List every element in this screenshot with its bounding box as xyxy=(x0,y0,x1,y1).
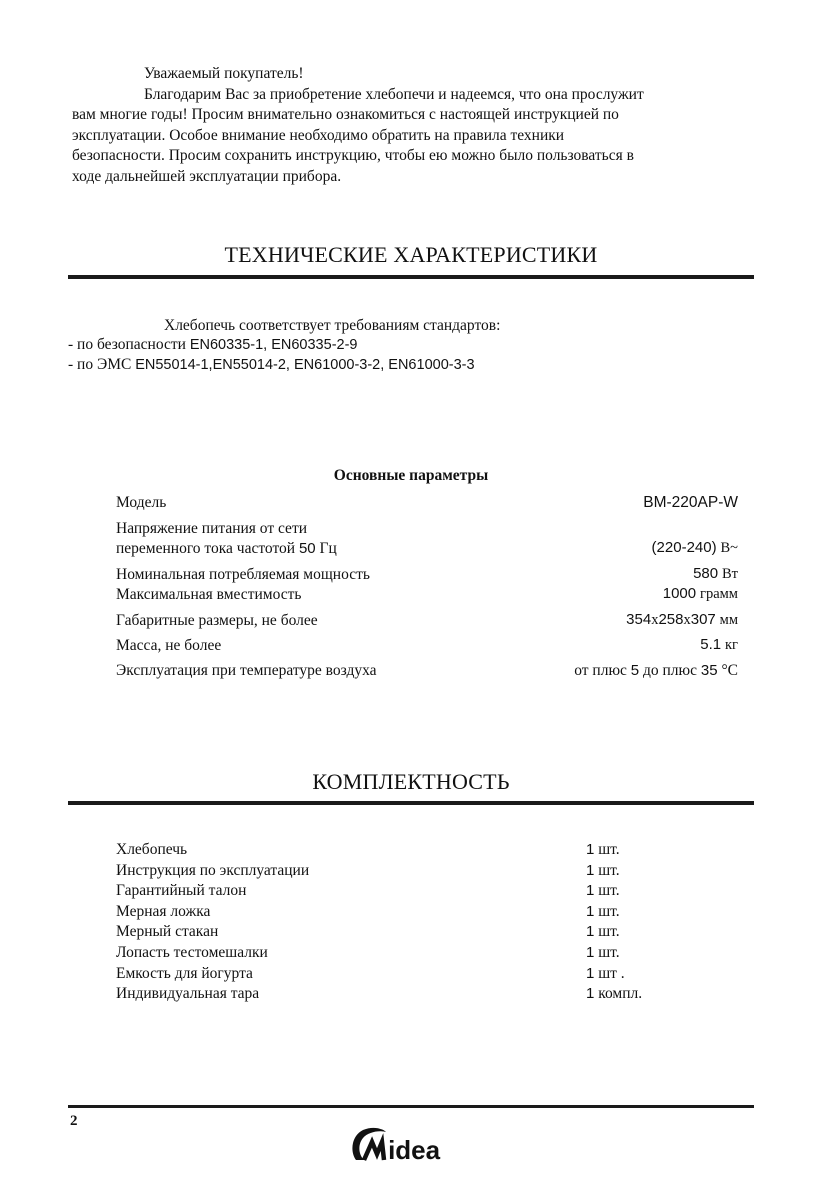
param-label: Масса, не более xyxy=(116,637,222,654)
kit-item xyxy=(116,922,676,943)
specs-divider xyxy=(68,275,754,279)
param-unit: грамм xyxy=(700,586,738,602)
standards-intro: Хлебопечь соответствует требованиям стандартов: xyxy=(164,317,501,334)
param-number: 354 xyxy=(626,611,652,628)
intro-greeting: Уважаемый покупатель! xyxy=(144,65,304,82)
kit-item-unit: шт. xyxy=(598,841,620,858)
kit-item xyxy=(116,861,676,882)
kit-item-unit: компл. xyxy=(598,985,643,1003)
kit-item xyxy=(116,881,676,902)
kit-item-unit: шт . xyxy=(598,964,625,982)
kit-item-qty xyxy=(586,881,620,902)
param-text: до плюс xyxy=(643,662,698,679)
standard-emc-codes: EN55014-1,EN55014-2, EN61000-3-2, EN61000-3-3 xyxy=(135,357,475,373)
intro-line: вам многие годы! Просим внимательно ознакомиться с настоящей инструкцией по xyxy=(72,106,619,123)
param-label-number: 50 xyxy=(298,540,316,557)
param-label: Модель xyxy=(116,494,167,511)
param-row-dimensions xyxy=(116,610,738,630)
params-title: Основные параметры xyxy=(333,467,489,484)
param-label-unit: Гц xyxy=(319,540,337,557)
kit-item-qty xyxy=(586,861,620,882)
param-row-power xyxy=(116,564,738,584)
kit-item-name: Лопасть тестомешалки xyxy=(116,943,268,961)
kit-title: КОМПЛЕКТНОСТЬ xyxy=(312,769,510,794)
param-number: 35 xyxy=(700,662,718,679)
kit-item-name: Индивидуальная тара xyxy=(116,985,260,1003)
kit-item-count: 1 xyxy=(586,985,595,1003)
param-number: 5.1 xyxy=(700,636,722,653)
kit-item-count: 1 xyxy=(586,923,595,941)
param-label: Максимальная вместимость xyxy=(116,586,302,603)
param-number: 1000 xyxy=(662,585,697,602)
kit-item xyxy=(116,840,676,861)
param-value xyxy=(700,635,738,655)
kit-item-count: 1 xyxy=(586,861,595,879)
kit-item-unit: шт. xyxy=(598,943,620,961)
kit-item-name: Инструкция по эксплуатации xyxy=(116,861,310,879)
intro-line: эксплуатации. Особое внимание необходимо обратить на правила техники xyxy=(72,126,565,144)
param-unit: мм xyxy=(719,612,738,628)
kit-item xyxy=(116,984,676,1005)
kit-item-count: 1 xyxy=(586,841,595,858)
param-value xyxy=(626,610,738,630)
kit-item-unit: шт. xyxy=(598,861,620,879)
kit-list xyxy=(116,840,676,1005)
param-number: 580 xyxy=(693,565,719,582)
midea-logo-m-stroke xyxy=(364,1142,384,1160)
param-value: BM-220AP-W xyxy=(643,494,738,511)
param-value xyxy=(693,564,738,584)
param-row-model xyxy=(116,492,738,512)
kit-item-unit: шт. xyxy=(598,923,620,941)
specs-title: ТЕХНИЧЕСКИЕ ХАРАКТЕРИСТИКИ xyxy=(224,242,598,267)
kit-item xyxy=(116,902,676,923)
kit-item-qty xyxy=(586,922,620,943)
param-unit: В~ xyxy=(720,540,738,556)
kit-item-unit: шт. xyxy=(598,902,620,920)
param-unit: кг xyxy=(725,637,738,653)
kit-item-qty xyxy=(586,964,625,985)
kit-item-name: Хлебопечь xyxy=(116,841,188,858)
param-unit: Вт xyxy=(721,566,738,582)
kit-divider xyxy=(68,801,754,805)
midea-logo xyxy=(346,1122,476,1166)
param-value xyxy=(574,661,738,680)
param-row-capacity xyxy=(116,584,738,604)
kit-item-count: 1 xyxy=(586,964,595,982)
standard-safety-codes: EN60335-1, EN60335-2-9 xyxy=(189,337,358,353)
page-number: 2 xyxy=(70,1113,78,1129)
param-label-part: переменного тока частотой xyxy=(116,540,296,557)
kit-item-qty xyxy=(586,902,620,923)
kit-item xyxy=(116,943,676,964)
param-label: Напряжение питания от сети xyxy=(116,520,308,537)
standard-safety-label: - по безопасности xyxy=(68,336,186,353)
param-number: 5 xyxy=(630,662,640,679)
kit-item-name: Емкость для йогурта xyxy=(116,964,253,982)
intro-line: ходе дальнейшей эксплуатации прибора. xyxy=(72,167,342,185)
param-number: 258 xyxy=(658,611,684,628)
param-value xyxy=(652,538,738,558)
kit-item xyxy=(116,964,676,985)
kit-item-qty xyxy=(586,984,642,1005)
param-row-voltage xyxy=(116,518,738,558)
kit-item-qty xyxy=(586,840,620,861)
kit-item-count: 1 xyxy=(586,882,595,900)
param-number: 307 xyxy=(690,611,716,628)
kit-item-count: 1 xyxy=(586,943,595,961)
standard-emc xyxy=(68,355,475,375)
param-label: Эксплуатация при температуре воздуха xyxy=(116,662,377,679)
kit-item-name: Гарантийный талон xyxy=(116,882,247,900)
param-text: от плюс xyxy=(574,662,627,679)
param-row-temperature xyxy=(116,660,738,680)
kit-item-name: Мерная ложка xyxy=(116,902,211,920)
footer-divider xyxy=(68,1105,754,1108)
kit-item-unit: шт. xyxy=(598,882,620,900)
param-label xyxy=(116,539,337,558)
param-row-mass xyxy=(116,635,738,655)
standard-emc-label: - по ЭМС xyxy=(68,356,132,373)
param-number: (220-240) xyxy=(651,539,717,556)
kit-item-name: Мерный стакан xyxy=(116,923,219,941)
param-separator: х xyxy=(683,612,691,628)
param-label: Номинальная потребляемая мощность xyxy=(116,566,370,583)
standard-safety xyxy=(68,335,357,355)
param-unit: °С xyxy=(721,662,738,679)
param-value xyxy=(663,584,738,604)
param-separator: х xyxy=(651,612,659,628)
intro-line: безопасности. Просим сохранить инструкцию, чтобы ею можно было пользоваться в xyxy=(72,147,634,164)
kit-item-qty xyxy=(586,943,620,964)
intro-text xyxy=(72,64,752,187)
kit-item-count: 1 xyxy=(586,902,595,920)
intro-line: Благодарим Вас за приобретение хлебопечи и надеемся, что она прослужит xyxy=(144,85,644,103)
midea-logo-text: idea xyxy=(388,1135,441,1165)
param-label: Габаритные размеры, не более xyxy=(116,612,318,629)
